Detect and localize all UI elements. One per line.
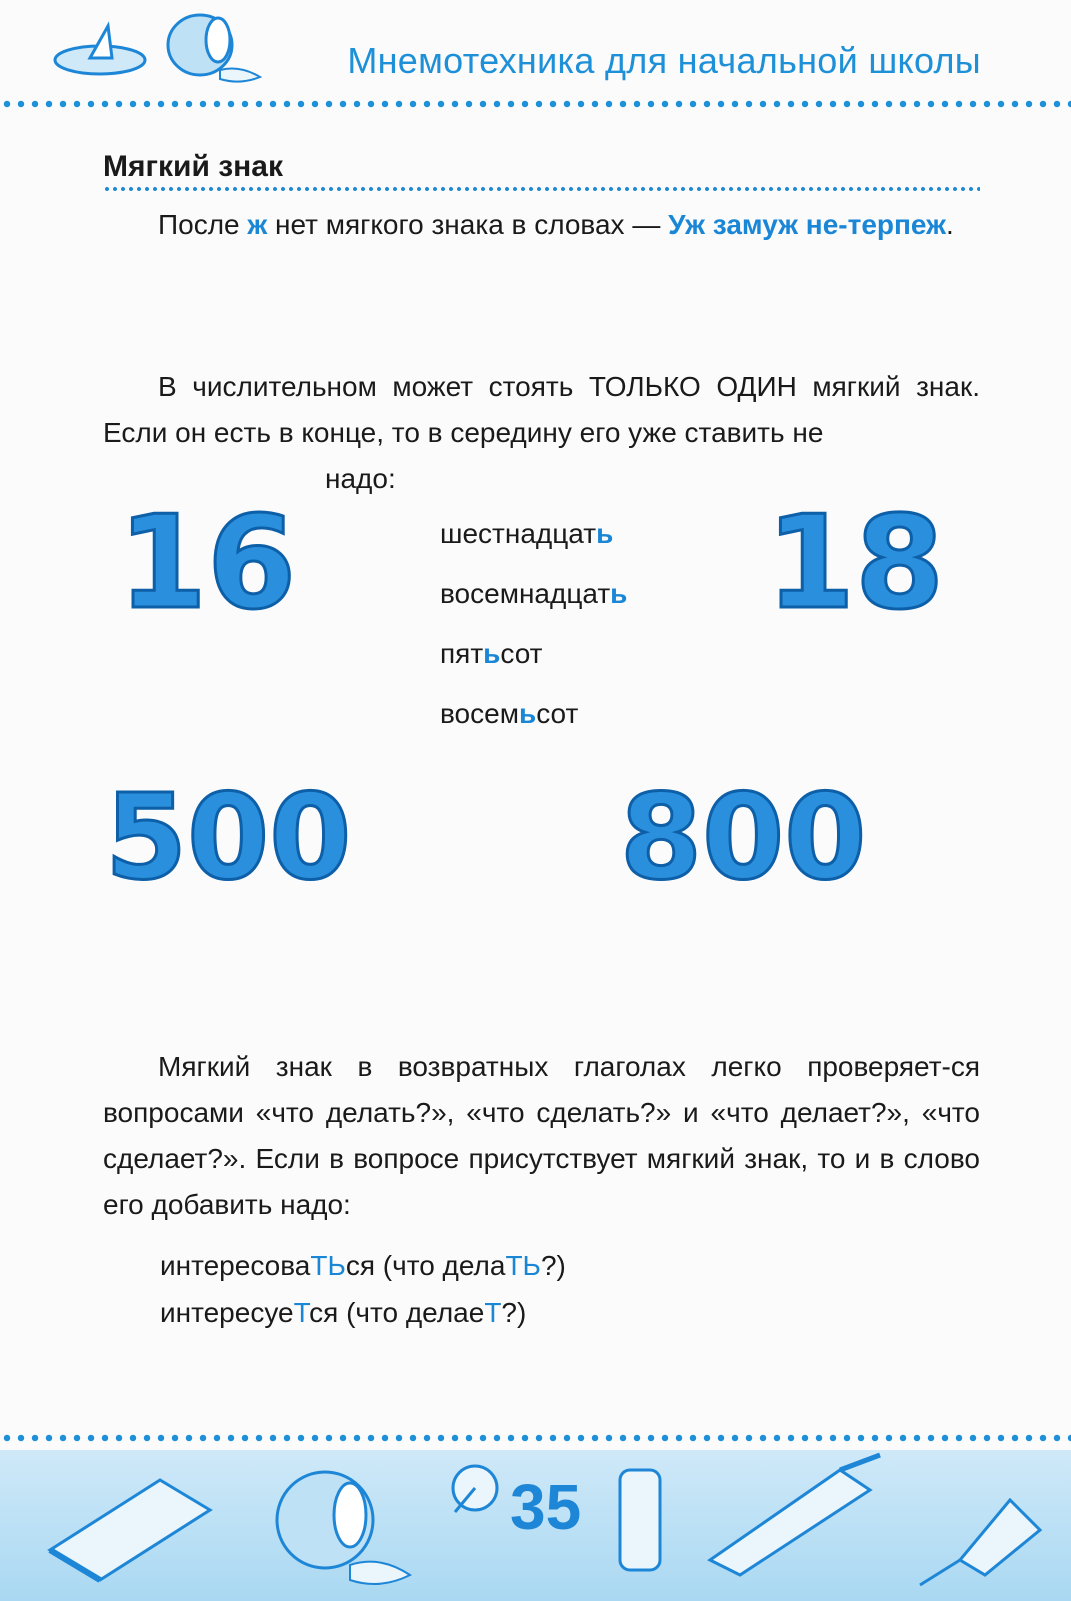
paragraph-3: Мягкий знак в возвратных глаголах легко проверяет-ся вопросами «что делать?», «что сделать?» и «что делает?», «что сделает?». Если в вопросе присутствует мягкий знак, то и в слово его добавить надо: — [103, 1051, 980, 1220]
glue-stick-icon — [610, 1460, 680, 1580]
highlight-letter: ж — [247, 209, 268, 240]
paragraph-2: В числительном может стоять ТОЛЬКО ОДИН мягкий знак. Если он есть в конце, то в середину его уже ставить не — [103, 371, 980, 448]
verb-example: интересуеТся (что делаеТ?) — [160, 1297, 527, 1328]
number-18-illustration — [758, 492, 968, 622]
eraser-icon — [30, 1460, 220, 1590]
section-title: Мягкий знак — [103, 150, 283, 183]
paragraph-2-end: надо: — [325, 463, 396, 494]
ink-pot-icon — [265, 1455, 415, 1595]
number-500-illustration — [100, 770, 440, 890]
numeral-label: 18 — [766, 492, 945, 622]
numeral-label: 500 — [105, 770, 352, 890]
word-item: восемнадцать — [440, 578, 628, 609]
word-item: шестнадцать — [440, 518, 614, 549]
footer-dotted-divider — [0, 1434, 1071, 1442]
number-16-illustration — [110, 492, 325, 622]
marker-icon — [690, 1450, 890, 1580]
word-item: пятьсот — [440, 638, 543, 669]
verb-example: интересоваТЬся (что делаТЬ?) — [160, 1250, 566, 1281]
pushpin-icon — [445, 1460, 505, 1520]
paragraph-1: После ж нет мягкого знака в словах — Уж замуж не-терпеж. — [158, 209, 954, 240]
page-header-title: Мнемотехника для начальной школы — [347, 40, 981, 81]
section-dotted-divider — [103, 186, 980, 192]
number-800-illustration — [615, 770, 960, 890]
mnemonic-phrase: Уж замуж не-терпеж — [668, 209, 946, 240]
word-item: восемьсот — [440, 698, 579, 729]
pushpin-icon — [900, 1470, 1050, 1590]
numeral-label: 800 — [620, 770, 867, 890]
numeral-label: 16 — [118, 492, 297, 622]
sundial-icon — [50, 20, 150, 80]
ink-pot-icon — [160, 5, 270, 90]
page-number: 35 — [510, 1471, 582, 1543]
header-dotted-divider — [0, 100, 1071, 108]
